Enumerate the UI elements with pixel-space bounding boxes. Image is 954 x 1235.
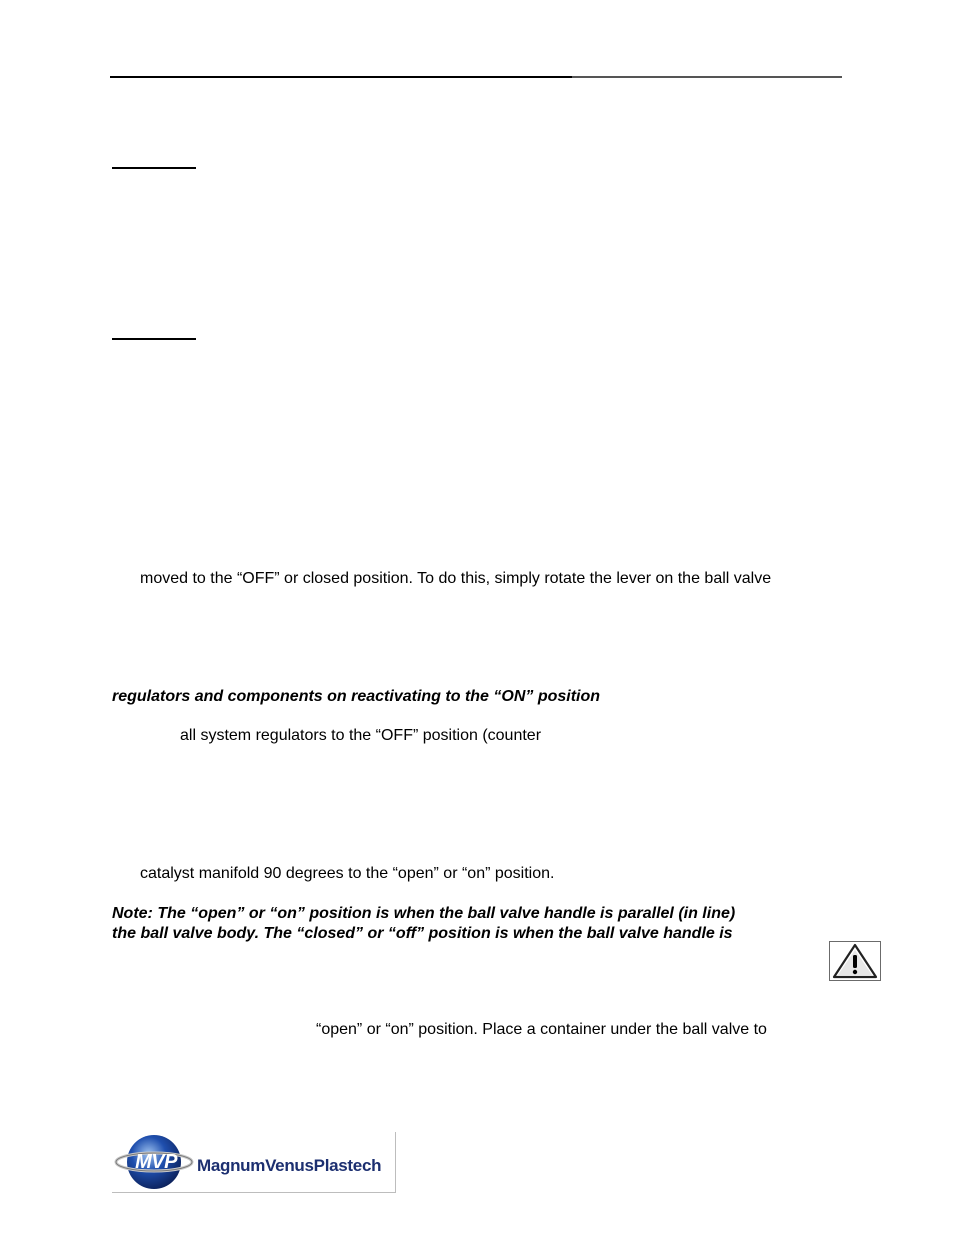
section-heading-underline-2 <box>112 338 196 340</box>
logo-name: MagnumVenusPlastech <box>197 1156 382 1175</box>
logo-badge: MVP <box>135 1151 177 1173</box>
note-line-1: Note: The “open” or “on” position is when the ball valve handle is parallel (in line) <box>112 905 736 922</box>
company-logo <box>112 1132 396 1193</box>
paragraph-container-under-valve: “open” or “on” position. Place a container under the ball valve to <box>316 1021 767 1038</box>
paragraph-regulators-off: all system regulators to the “OFF” position (counter <box>180 727 542 744</box>
section-heading-underline-1 <box>112 167 196 169</box>
caution-regulators: regulators and components on reactivating to the “ON” position <box>112 688 601 705</box>
header-rule <box>110 76 572 78</box>
note-line-2: the ball valve body. The “closed” or “off” position is when the ball valve handle is <box>112 925 733 942</box>
header-rule-end <box>572 76 842 78</box>
warning-triangle-icon <box>829 941 881 981</box>
paragraph-catalyst-manifold: catalyst manifold 90 degrees to the “open” or “on” position. <box>140 865 555 882</box>
paragraph-off-position: moved to the “OFF” or closed position. To do this, simply rotate the lever on the ball valve <box>140 570 772 587</box>
